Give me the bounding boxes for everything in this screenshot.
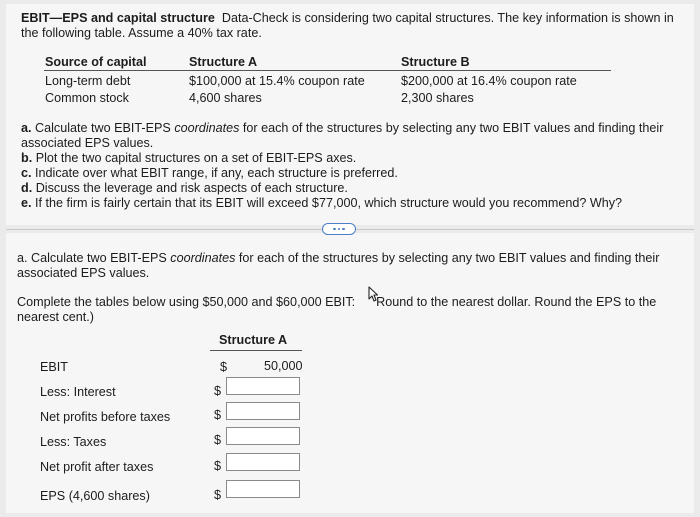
question-c-letter: c.	[21, 166, 32, 180]
info-row-debt-a: $100,000 at 15.4% coupon rate	[189, 74, 365, 88]
calc-header-rule	[210, 350, 302, 351]
taxes-input[interactable]	[226, 427, 300, 445]
calc-row-npbt-currency: $	[214, 408, 222, 422]
question-c	[21, 166, 398, 181]
expand-button[interactable]	[322, 223, 356, 235]
part-a-pre: a. Calculate two EBIT-EPS	[17, 251, 167, 265]
question-d	[21, 181, 348, 196]
info-header-structure-a: Structure A	[189, 55, 258, 69]
part-a-prompt	[17, 251, 659, 266]
ellipsis-icon	[333, 228, 336, 231]
question-a-line2: associated EPS values.	[21, 136, 154, 150]
question-e-text: If the firm is fairly certain that its EBIT will exceed $77,000, which structure would you recommend? Why?	[35, 196, 623, 210]
problem-title: EBIT—EPS and capital structure	[21, 11, 215, 25]
eps-input[interactable]	[226, 480, 300, 498]
info-row-debt-label: Long-term debt	[45, 74, 131, 88]
calc-row-eps-currency: $	[214, 488, 222, 502]
info-header-rule	[44, 70, 611, 71]
net-profit-before-taxes-input[interactable]	[226, 402, 300, 420]
question-c-text: Indicate over what EBIT range, if any, each structure is preferred.	[35, 166, 398, 180]
net-profit-after-taxes-input[interactable]	[226, 453, 300, 471]
interest-input[interactable]	[226, 377, 300, 395]
question-e-letter: e.	[21, 196, 32, 210]
calc-row-ebit-currency: $	[220, 360, 228, 374]
problem-intro	[21, 11, 674, 26]
part-a-italic: coordinates	[170, 251, 236, 265]
question-a	[21, 121, 663, 136]
question-b	[21, 151, 356, 166]
question-a-post: for each of the structures by selecting any two EBIT values and finding their	[242, 121, 664, 135]
instruction-line2: nearest cent.)	[17, 310, 95, 324]
calc-header-structure-a: Structure A	[219, 333, 288, 347]
calc-row-npat-label: Net profit after taxes	[40, 460, 154, 474]
calc-row-npat-currency: $	[214, 459, 222, 473]
info-header-structure-b: Structure B	[401, 55, 470, 69]
problem-intro-line1: Data-Check is considering two capital structures. The key information is shown in	[221, 11, 674, 25]
calc-row-eps-label: EPS (4,600 shares)	[40, 489, 150, 503]
question-e	[21, 196, 622, 211]
instruction-after-cursor: Round to the nearest dollar. Round the EPS to the	[376, 295, 657, 309]
calc-row-taxes-label: Less: Taxes	[40, 435, 107, 449]
calc-row-taxes-currency: $	[214, 433, 222, 447]
info-row-stock-label: Common stock	[45, 91, 129, 105]
info-row-stock-a: 4,600 shares	[189, 91, 262, 105]
part-a-post: for each of the structures by selecting any two EBIT values and finding their	[238, 251, 660, 265]
info-header-source: Source of capital	[45, 55, 147, 69]
question-b-letter: b.	[21, 151, 33, 165]
info-row-debt-b: $200,000 at 16.4% coupon rate	[401, 74, 577, 88]
calc-row-ebit-value: 50,000	[264, 359, 303, 373]
question-a-pre: Calculate two EBIT-EPS	[35, 121, 171, 135]
calc-row-ebit-label: EBIT	[40, 360, 68, 374]
question-a-letter: a.	[21, 121, 32, 135]
question-d-text: Discuss the leverage and risk aspects of each structure.	[35, 181, 348, 195]
part-a-line2: associated EPS values.	[17, 266, 150, 280]
question-a-italic: coordinates	[174, 121, 240, 135]
question-b-text: Plot the two capital structures on a set of EBIT-EPS axes.	[35, 151, 357, 165]
question-d-letter: d.	[21, 181, 33, 195]
cursor-icon	[368, 286, 378, 302]
problem-intro-line2: the following table. Assume a 40% tax rate.	[21, 26, 262, 40]
calc-row-npbt-label: Net profits before taxes	[40, 410, 171, 424]
calc-row-interest-label: Less: Interest	[40, 385, 116, 399]
instruction-line1	[17, 295, 656, 310]
calc-row-interest-currency: $	[214, 384, 222, 398]
instruction-pre: Complete the tables below using $50,000 and $60,000 EBIT:	[17, 295, 356, 309]
info-row-stock-b: 2,300 shares	[401, 91, 474, 105]
